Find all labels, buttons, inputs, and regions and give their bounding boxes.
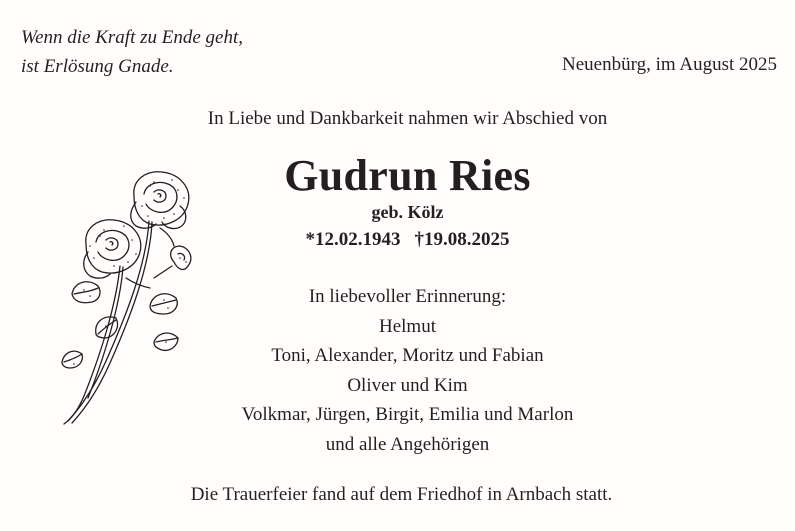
epigraph-quote [21, 23, 243, 81]
mourner-line: Helmut [379, 315, 436, 337]
mourner-line: und alle Angehörigen [325, 433, 490, 455]
birth-date: *12.02.1943 [305, 229, 401, 250]
funeral-note: Die Trauerfeier fand auf dem Friedhof in Arnbach statt. [190, 484, 613, 505]
mourner-line: Volkmar, Jürgen, Birgit, Emilia und Marlon [241, 404, 574, 425]
place-and-date: Neuenbürg, im August 2025 [562, 54, 777, 75]
roses-illustration-icon [54, 166, 204, 426]
intro-text: In Liebe und Dankbarkeit nahmen wir Abschied von [207, 108, 608, 129]
maiden-name: geb. Kölz [371, 202, 444, 222]
death-date: †19.08.2025 [414, 229, 510, 250]
quote-line-1: Wenn die Kraft zu Ende geht, [21, 27, 243, 48]
mourner-line: Oliver und Kim [347, 374, 468, 396]
mourners-heading: In liebevoller Erinnerung: [308, 286, 507, 307]
quote-line-2: ist Erlösung Gnade. [21, 56, 174, 77]
deceased-name: Gudrun Ries [284, 151, 531, 200]
mourner-line: Toni, Alexander, Moritz und Fabian [271, 345, 544, 366]
